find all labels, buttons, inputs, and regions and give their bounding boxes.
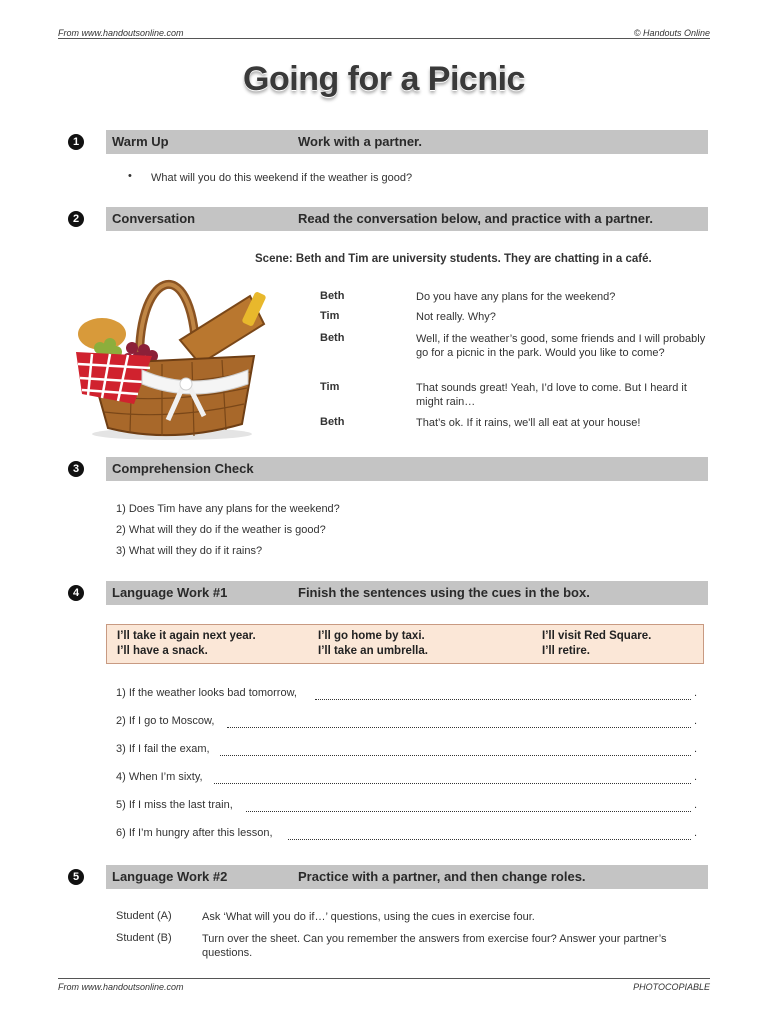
sentence-prompt: 4) When I’m sixty,: [116, 771, 203, 783]
speaker-name: Beth: [320, 332, 345, 344]
header-source: From www.handoutsonline.com: [58, 28, 184, 38]
speaker-name: Beth: [320, 290, 345, 302]
footer-source: From www.handoutsonline.com: [58, 982, 184, 992]
section-heading: Warm Up: [112, 134, 169, 149]
sentence-prompt: 1) If the weather looks bad tomorrow,: [116, 687, 297, 699]
role-instruction: Ask ‘What will you do if…’ questions, using the cues in exercise four.: [202, 911, 535, 923]
section-number-1: 1: [68, 134, 84, 150]
sentence-end: .: [694, 771, 698, 783]
speaker-name: Tim: [320, 381, 340, 393]
sentence-end: .: [694, 687, 698, 699]
page-title: Going for a Picnic: [243, 60, 525, 98]
sentence-end: .: [694, 743, 698, 755]
dialogue-line: Well, if the weather’s good, some friends and I will probably go for a picnic in the park. Would you like to come?: [416, 333, 706, 359]
cue-item: I’ll visit Red Square.: [542, 630, 652, 642]
dialogue-line: That sounds great! Yeah, I’d love to come. But I heard it might rain…: [416, 382, 687, 408]
section-instruction: Work with a partner.: [298, 134, 423, 149]
sentence-prompt: 2) If I go to Moscow,: [116, 715, 215, 727]
picnic-basket-image: [72, 252, 272, 444]
section-heading: Comprehension Check: [112, 461, 254, 476]
header-divider: [58, 38, 710, 39]
sentence-prompt: 6) If I’m hungry after this lesson,: [116, 827, 273, 839]
warmup-question: What will you do this weekend if the weather is good?: [151, 172, 413, 184]
cue-item: I’ll take it again next year.: [117, 630, 256, 642]
cue-item: I’ll go home by taxi.: [318, 630, 425, 642]
section-heading: Language Work #2: [112, 869, 228, 884]
speaker-name: Beth: [320, 416, 345, 428]
sentence-prompt: 5) If I miss the last train,: [116, 799, 233, 811]
footer-note: PHOTOCOPIABLE: [633, 982, 710, 992]
answer-line[interactable]: [220, 745, 691, 756]
answer-line[interactable]: [227, 717, 691, 728]
section-bar-warmup: [106, 130, 708, 154]
dialogue-line: That’s ok. If it rains, we'll all eat at your house!: [416, 417, 641, 429]
section-instruction: Finish the sentences using the cues in the box.: [298, 585, 590, 600]
section-number-3: 3: [68, 461, 84, 477]
sentence-end: .: [694, 799, 698, 811]
answer-line[interactable]: [315, 689, 691, 700]
answer-line[interactable]: [288, 829, 691, 840]
cue-item: I’ll take an umbrella.: [318, 645, 428, 657]
role-label: Student (B): [116, 932, 172, 944]
speaker-name: Tim: [320, 310, 340, 322]
section-instruction: Read the conversation below, and practice with a partner.: [298, 211, 653, 226]
section-number-5: 5: [68, 869, 84, 885]
section-bar-language-work-2: [106, 865, 708, 889]
bullet-icon: •: [128, 170, 132, 182]
answer-line[interactable]: [246, 801, 691, 812]
section-heading: Conversation: [112, 211, 196, 226]
scene-description: Scene: Beth and Tim are university students. They are chatting in a café.: [255, 253, 652, 265]
cue-item: I’ll retire.: [542, 645, 590, 657]
section-bar-conversation: [106, 207, 708, 231]
answer-line[interactable]: [214, 773, 691, 784]
section-bar-language-work-1: [106, 581, 708, 605]
comprehension-question: 3) What will they do if it rains?: [116, 545, 263, 557]
role-label: Student (A): [116, 910, 172, 922]
sentence-end: .: [694, 827, 698, 839]
footer-divider: [58, 978, 710, 979]
sentence-prompt: 3) If I fail the exam,: [116, 743, 210, 755]
cue-item: I’ll have a snack.: [117, 645, 208, 657]
comprehension-question: 2) What will they do if the weather is good?: [116, 524, 326, 536]
dialogue-line: Do you have any plans for the weekend?: [416, 291, 616, 303]
section-instruction: Practice with a partner, and then change roles.: [298, 869, 586, 884]
header-copyright: © Handouts Online: [633, 28, 710, 38]
cue-box: [106, 624, 704, 664]
section-number-4: 4: [68, 585, 84, 601]
section-number-2: 2: [68, 211, 84, 227]
dialogue-line: Not really. Why?: [416, 311, 496, 323]
comprehension-question: 1) Does Tim have any plans for the weekend?: [116, 503, 340, 515]
section-heading: Language Work #1: [112, 585, 228, 600]
section-bar-comprehension: [106, 457, 708, 481]
sentence-end: .: [694, 715, 698, 727]
role-instruction: Turn over the sheet. Can you remember the answers from exercise four? Answer your partner’s questions.: [202, 933, 667, 959]
